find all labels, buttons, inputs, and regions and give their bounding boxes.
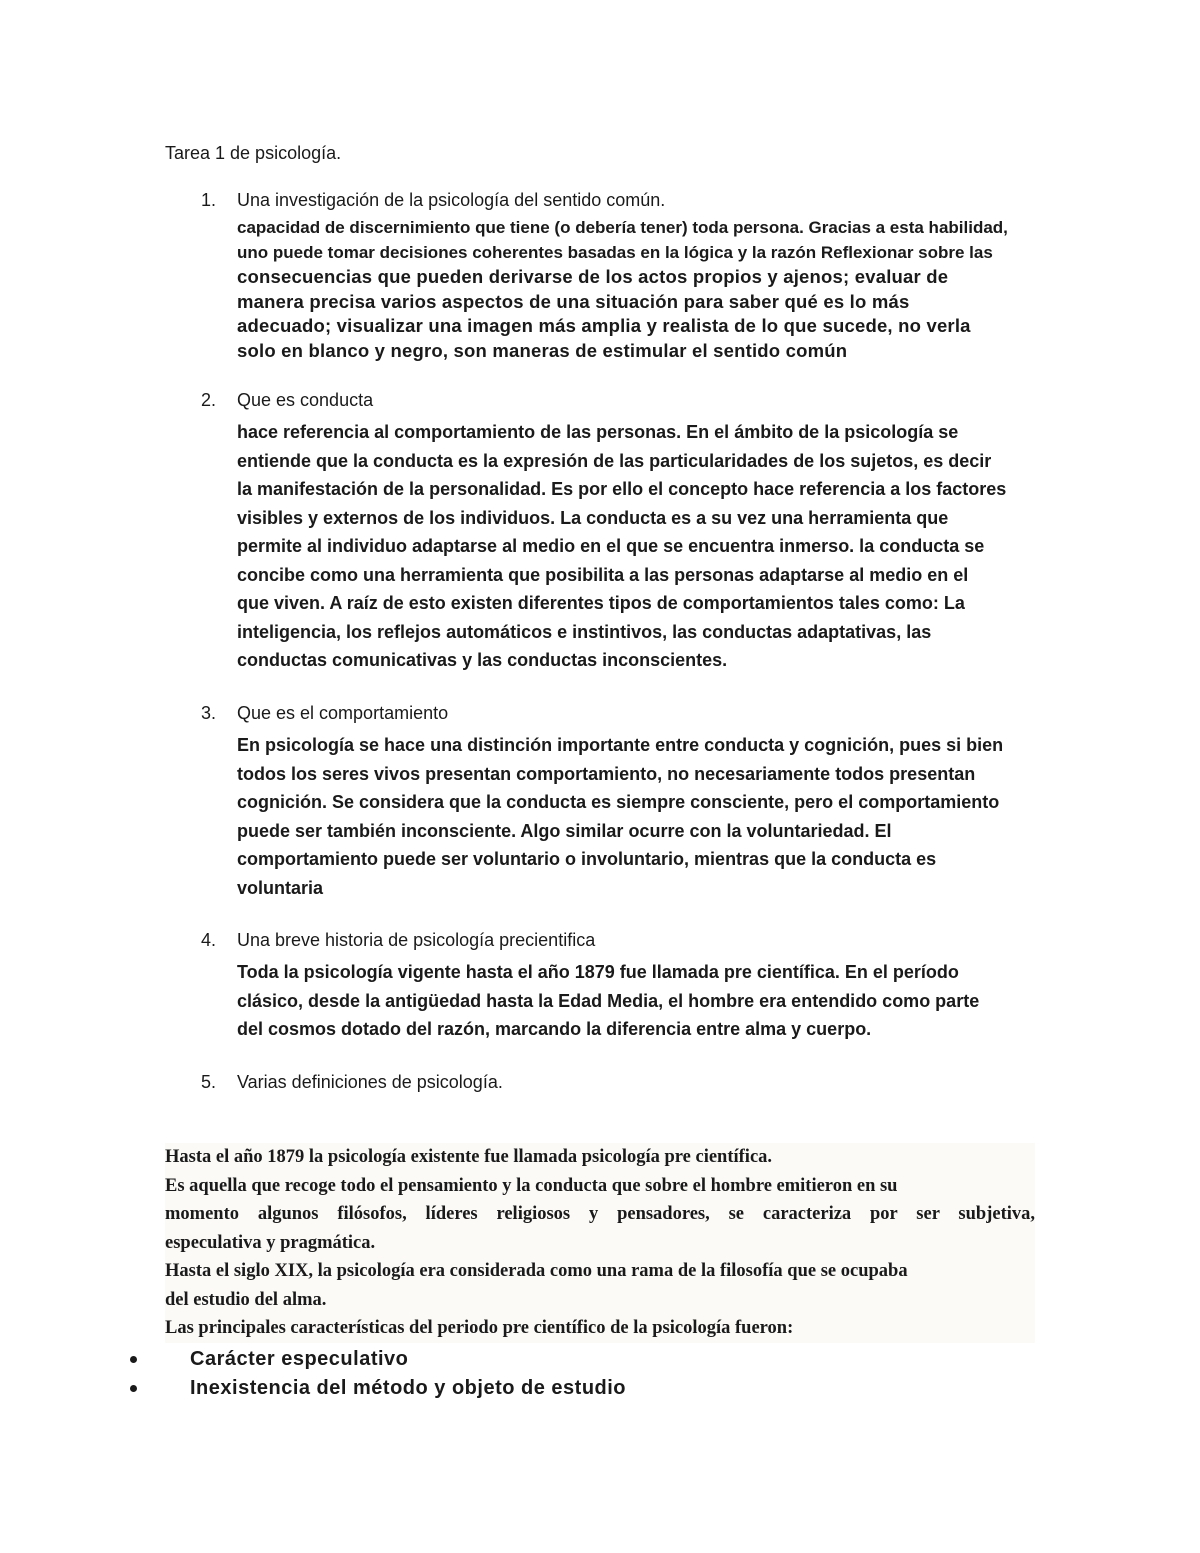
answer-line: capacidad de discernimiento que tiene (o debería tener) toda persona. Gracias a esta habilidad, [237,218,1008,237]
answer-line: del cosmos dotado del razón, marcando la diferencia entre alma y cuerpo. [237,1019,872,1039]
answer-line: solo en blanco y negro, son maneras de estimular el sentido común [237,339,848,361]
answer-line: puede ser también inconsciente. Algo similar ocurre con la voluntariedad. El [237,820,892,841]
answer-line: cognición. Se considera que la conducta es siempre consciente, pero el comportamiento [237,792,1000,812]
paragraph-line: Las principales características del periodo pre científico de la psicología fueron: [165,1318,794,1338]
item-question: Una investigación de la psicología del sentido común. [237,190,666,210]
paragraph-line: del estudio del alma. [165,1289,327,1310]
answer-line: En psicología se hace una distinción importante entre conducta y cognición, pues si bien [237,735,1004,755]
bullet-icon [130,1385,137,1392]
item-answer [237,418,1037,675]
answer-line: concibe como una herramienta que posibilita a las personas adaptarse al medio en el [237,564,969,585]
item-question: Que es conducta [237,390,374,410]
paragraph-line: especulativa y pragmática. [165,1232,376,1253]
item-number: 3. [201,703,217,723]
item-number: 2. [201,390,217,410]
answer-line: manera precisa varios aspectos de una situación para saber qué es lo más [237,290,910,312]
item-number: 4. [201,930,217,950]
item-question: Que es el comportamiento [237,703,449,723]
document-title: Tarea 1 de psicología. [165,143,342,163]
bullet-text: Inexistencia del método y objeto de estudio [190,1377,627,1399]
answer-line: la manifestación de la personalidad. Es por ello el concepto hace referencia a los factores [237,479,1007,499]
answer-line: clásico, desde la antigüedad hasta la Edad Media, el hombre era entendido como parte [237,990,980,1011]
item-question: Varias definiciones de psicología. [237,1072,503,1092]
item-question: Una breve historia de psicología precientifica [237,930,596,950]
item-number: 1. [201,190,217,210]
pasted-paragraph-block [165,1143,1035,1343]
answer-line: visibles y externos de los individuos. La conducta es a su vez una herramienta que [237,507,949,528]
answer-line: consecuencias que pueden derivarse de los actos propios y ajenos; evaluar de [237,266,949,287]
answer-line: voluntaria [237,877,324,898]
paragraph-line: Es aquella que recoge todo el pensamiento y la conducta que sobre el hombre emitieron en su [165,1175,898,1196]
item-number: 5. [201,1072,217,1092]
item-answer [237,958,1037,1044]
answer-line: Toda la psicología vigente hasta el año 1879 fue llamada pre científica. En el período [237,962,959,982]
answer-line: todos los seres vivos presentan comportamiento, no necesariamente todos presentan [237,763,976,784]
answer-line: que viven. A raíz de esto existen diferentes tipos de comportamientos tales como: La [237,593,965,613]
answer-line: conductas comunicativas y las conductas inconscientes. [237,650,728,670]
bullet-text: Carácter especulativo [190,1348,409,1370]
answer-line: entiende que la conducta es la expresión de las particularidades de los sujetos, es decir [237,450,992,471]
answer-line: comportamiento puede ser voluntario o involuntario, mientras que la conducta es [237,849,937,869]
paragraph-line: Hasta el siglo XIX, la psicología era considerada como una rama de la filosofía que se ocupaba [165,1261,908,1281]
answer-line: permite al individuo adaptarse al medio en el que se encuentra inmerso. la conducta se [237,536,985,556]
bullet-icon [130,1356,137,1363]
answer-line: hace referencia al comportamiento de las personas. En el ámbito de la psicología se [237,422,959,442]
answer-line: inteligencia, los reflejos automáticos e instintivos, las conductas adaptativas, las [237,621,932,642]
paragraph-line: momento algunos filósofos, líderes religiosos y pensadores, se caracteriza por ser subjetiva, [165,1204,1035,1224]
answer-line: adecuado; visualizar una imagen más amplia y realista de lo que sucede, no verla [237,315,971,336]
paragraph-line: Hasta el año 1879 la psicología existente fue llamada psicología pre científica. [165,1147,773,1167]
item-answer [237,731,1037,902]
answer-line: uno puede tomar decisiones coherentes basadas en la lógica y la razón Reflexionar sobre las [237,242,993,262]
item-answer [237,216,1037,363]
